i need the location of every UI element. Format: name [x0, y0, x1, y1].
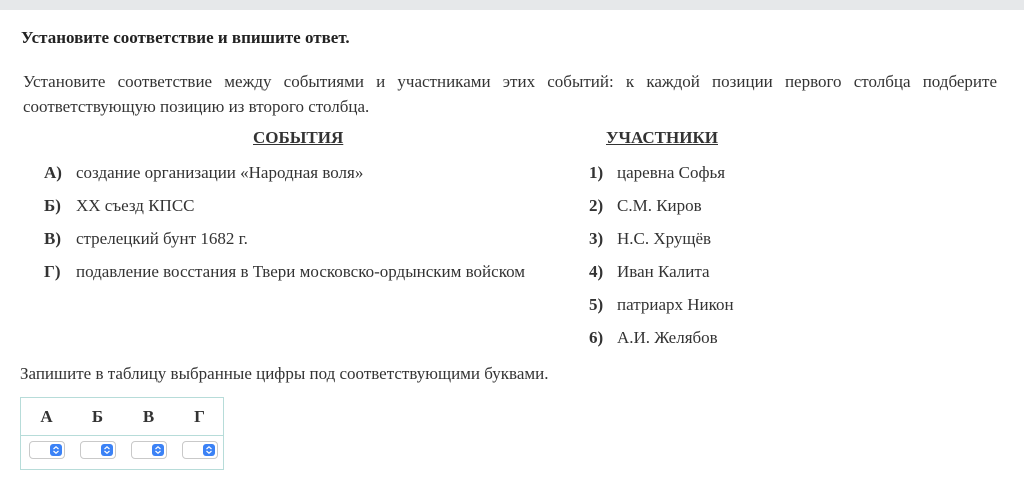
- top-bar: [0, 0, 1024, 10]
- participant-key: 1): [589, 163, 604, 182]
- updown-chevron-icon: [50, 444, 62, 456]
- participant-key: 6): [589, 328, 604, 347]
- event-key: А): [44, 163, 62, 182]
- event-text: XX съезд КПСС: [76, 196, 195, 215]
- participant-key: 4): [589, 262, 604, 281]
- event-key: Б): [44, 196, 61, 215]
- participant-key: 3): [589, 229, 604, 248]
- task-description: Установите соответствие между событиями и участниками этих событий: к каждой позиции первого столбца подберите соответствующую позицию из второго столбца.: [23, 72, 997, 116]
- participant-text: А.И. Желябов: [617, 328, 718, 347]
- answer-cell-v: [123, 441, 174, 461]
- event-text: подавление восстания в Твери московско-ордынским войском: [76, 262, 526, 281]
- event-key: В): [44, 229, 61, 248]
- answer-select-a[interactable]: [29, 441, 65, 459]
- participant-key: 2): [589, 196, 604, 215]
- answer-table-header: [21, 398, 223, 436]
- answer-select-g[interactable]: [182, 441, 218, 459]
- answer-instruction: Запишите в таблицу выбранные цифры под соответствующими буквами.: [20, 364, 549, 383]
- answer-cell-g: [174, 441, 225, 461]
- event-key: Г): [44, 262, 61, 281]
- participant-key: 5): [589, 295, 604, 314]
- participant-text: Н.С. Хрущёв: [617, 229, 712, 248]
- event-text: стрелецкий бунт 1682 г.: [76, 229, 248, 248]
- task-heading: Установите соответствие и впишите ответ.: [21, 28, 350, 47]
- answer-table: [20, 397, 224, 470]
- event-text: создание организации «Народная воля»: [76, 163, 364, 182]
- events-column-title: СОБЫТИЯ: [253, 128, 344, 147]
- participant-text: патриарх Никон: [617, 295, 734, 314]
- header-cell-v: В: [142, 407, 155, 426]
- answer-select-b[interactable]: [80, 441, 116, 459]
- answer-select-v[interactable]: [131, 441, 167, 459]
- participant-text: С.М. Киров: [617, 196, 702, 215]
- header-cell-a: А: [40, 407, 53, 426]
- updown-chevron-icon: [203, 444, 215, 456]
- answer-cell-b: [72, 441, 123, 461]
- updown-chevron-icon: [101, 444, 113, 456]
- participant-text: царевна Софья: [617, 163, 726, 182]
- answer-cell-a: [21, 441, 72, 461]
- updown-chevron-icon: [152, 444, 164, 456]
- header-cell-b: Б: [91, 407, 104, 426]
- participants-column-title: УЧАСТНИКИ: [606, 128, 718, 147]
- participant-text: Иван Калита: [617, 262, 710, 281]
- header-cell-g: Г: [194, 407, 205, 426]
